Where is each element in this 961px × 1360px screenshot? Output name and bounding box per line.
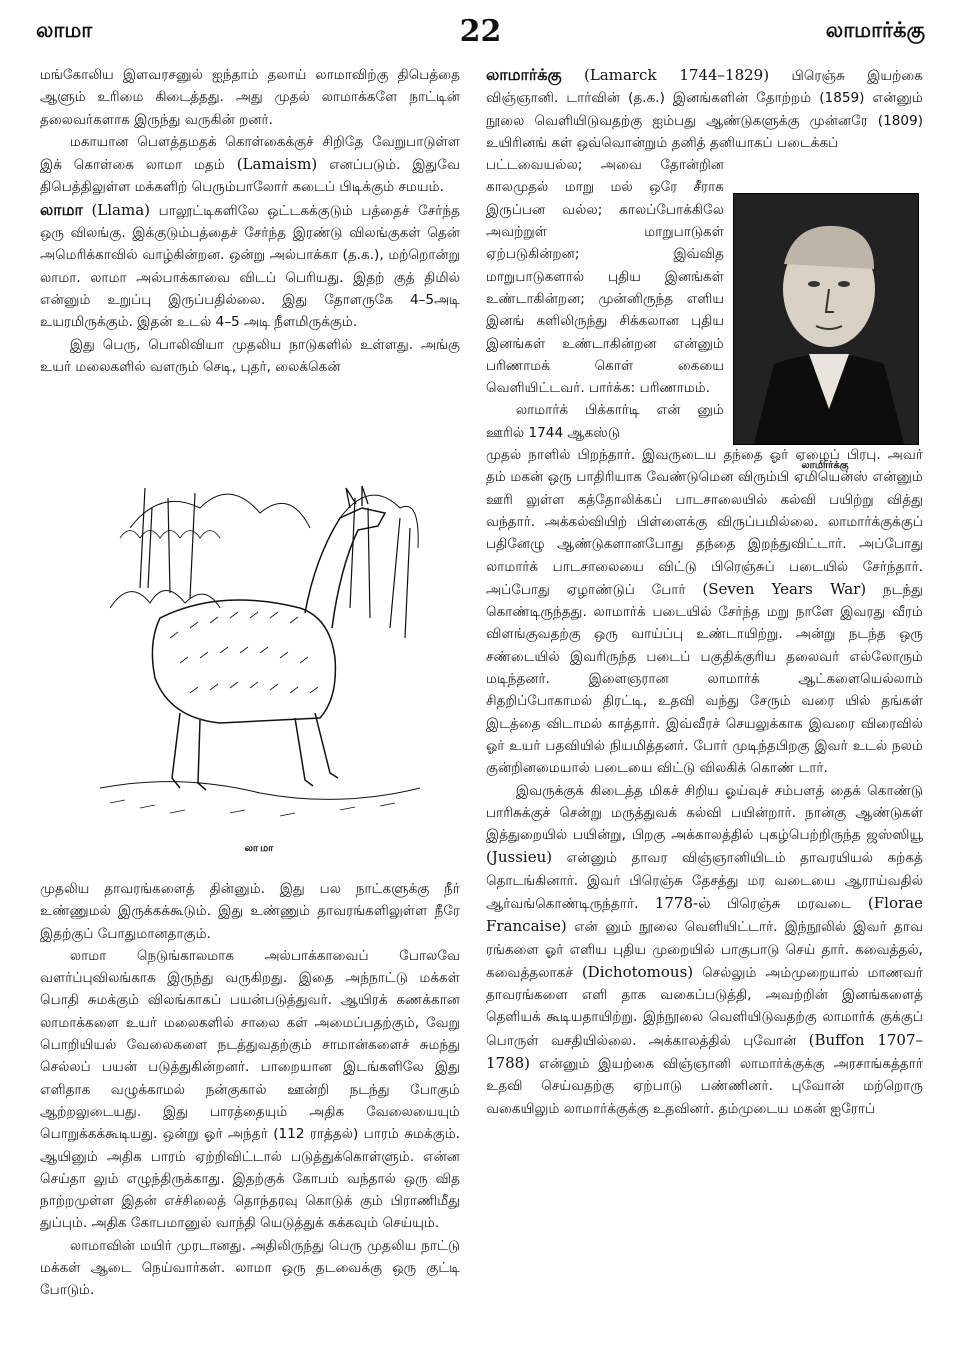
- paragraph: முதலிய தாவரங்களைத் தின்னும். இது பல நாட்களுக்கு நீர் உண்ணுமல் இருக்கக்கூடும். இது உண்ணும் தாவரங்களிலுள்ள நீரே இதற்குப் போதுமானதாகும்.: [40, 881, 460, 942]
- latin-term: (Llama): [91, 200, 151, 219]
- left-column-lower: [40, 878, 460, 1302]
- lamarck-portrait: [733, 193, 919, 445]
- left-column-upper: [40, 64, 460, 378]
- entry-lamarck: [486, 64, 923, 154]
- paragraph: மங்கோலிய இளவரசனுல் ஐந்தாம் தலாய் லாமாவிற்கு திபெத்தை ஆளும் உரிமை கிடைத்தது. அது முதல் லாமாக்களே நாட்டின் தலைவர்களாக இருந்து வருகின் றனர்.: [40, 67, 460, 128]
- latin-term: (Jussieu): [486, 848, 553, 867]
- paragraph: [486, 444, 923, 779]
- paragraph: லாமாவின் மயிர் முரடானது. அதிலிருந்து பெரு முதலிய நாட்டு மக்கள் ஆடை நெய்வார்கள். லாமா ஒரு தடவைக்கு ஒரு குட்டி போடும்.: [40, 1237, 460, 1299]
- latin-term: (Lamarck 1744–1829): [583, 66, 770, 84]
- latin-term: (Florae Francaise): [486, 893, 923, 936]
- running-head-right: லாமார்க்கு: [825, 18, 925, 42]
- text-run: பிரெஞ்சு இயற்கை விஞ்ஞானி. டார்வின் (த.க.) இனங்களின் தோற்றம் (1859) என்னும் நூலை வெளியிடுவதற்கு ஐம்பது ஆண்டுகளுக்கு முன்னரே (1809) உயிரினங் கள் ஒவ்வொன்றும் தனித் தனியாகப் படைக்கப்: [486, 68, 923, 151]
- figure-caption-lamarck: லாமார்க்கு: [801, 460, 849, 471]
- latin-term: (Lamaism): [236, 155, 318, 174]
- text-run: பிரெஞ்சு மரவடை: [726, 895, 852, 912]
- entry-llama: [40, 199, 460, 334]
- text-run: பாலூட்டிகளிலே ஒட்டகக்குடும் பத்தைச் சேர்ந்த ஒரு விலங்கு. இக்குடும்பத்தைச் சேர்ந்த இரண்டு விலங்குகள் தென் அமெரிக்காவில் வாழ்கின்றன. ஒன்று அல்பாக்கா (த.க.), மற்றொன்று லாமா. லாமா அல்பாக்காவை விடப் பெரியது. இதற் குத் திமில் என்னும் உறுப்பு இருப்பதில்லை. இது தோளருகே 4–5அடி உயரமிருக்கும். இதன் உடல் 4–5 அடி நீளமிருக்கும்.: [40, 202, 460, 331]
- paragraph: [40, 131, 460, 199]
- text-run: என்னும் தாவர விஞ்ஞானியிடம் தாவரயியல் கற்கத் தொடங்கினார். இவர் பிரெஞ்சு தேசத்து மர வடையை ஆராய்வதில் ஆர்வங்கொண்டிருந்தார்.: [486, 850, 923, 912]
- latin-term: (Seven Years War): [702, 579, 867, 598]
- entry-headword: லாமா: [40, 199, 83, 219]
- text-run: நடந்து கொண்டிருந்தது. லாமார்க் படையில் சேர்ந்த மறு நாளே இவரது வீரம் விளங்குவதற்கு ஒரு வாய்ப்பு உண்டாயிற்று. அன்று நடந்த ஒரு சண்டையில் இவரிருந்த படைப் பகுதிக்குரிய தலைவர் எல்லோரும் மடிந்தனர். இளைஞரான லாமார்க் ஆட்களையெல்லாம் சிதறிப்போகாமல் திரட்டி, உதவி வந்து சேரும் வரை யில் தங்கள் இடத்தை விடாமல் காத்தார். இவ்வீரச் செயலுக்காக இவரை விரைவில் ஓர் உயர் பதவியில் நியமித்தனர். போர் முடிந்தபிறகு இவர் உடல் நலம் குன்றினமையால் படையை விட்டு விலகிக் கொண் டார்.: [486, 581, 924, 777]
- running-head: [36, 14, 925, 50]
- latin-term: (Buffon 1707–1788): [486, 1030, 923, 1073]
- text-run: மகாயான பௌத்தமதக் கொள்கைக்குச் சிறிதே வேறுபாடுள்ள இக் கொள்கை லாமா மதம்: [40, 133, 460, 174]
- figure-caption-llama: லாமா: [244, 843, 276, 854]
- text-run: முதல் நாளில் பிறந்தார். இவருடைய தந்தை ஓர் ஏழைப் பிரபு. அவர் தம் மகன் ஒரு பாதிரியாக வேண்டுமென விரும்பி ஏமியென்ஸ் என்னும் ஊரி லுள்ள கத்தோலிக்கப் பாடசாலையில் கல்வி பயிற்று வித்து வந்தார். அக்கல்வியிற் பிள்ளைக்கு விருப்பமில்லை. லாமார்க்குக்குப் பதினேழு ஆண்டுகளானபோது தந்தை இறந்துவிட்டார். அப்போது லாமார்க் பாடசாலையை விட்டு பிரெஞ்சுப் படையில் சேர்ந்தார். அப்போது ஏழாண்டுப் போர்: [486, 447, 923, 598]
- year: 1778-ல்: [654, 893, 711, 912]
- llama-illustration: [100, 468, 420, 838]
- text-run: என் னும் நூலை வெளியிட்டார். இந்நூலில் இவர் தாவ ரங்களை ஓர் எளிய புதிய முறையில் பாகுபாடு செய் தார். கவைத்தல், கவைத்தலாகச்: [486, 919, 923, 981]
- entry-headword: லாமார்க்கு: [486, 65, 562, 84]
- text-run: என்னும் இயற்கை விஞ்ஞானி லாமார்க்குக்கு அரசாங்கத்தார் உதவி செய்வதற்கு ஏற்பாடு பண்ணினர். புவோன் மற்றொரு வகையிலும் லாமார்க்குக்கு உதவினர். தம்முடைய மகன் ஐரோப்: [486, 1056, 923, 1117]
- paragraph: இது பெரு, பொலிவியா முதலிய நாடுகளில் உள்ளது. அங்கு உயர் மலைகளில் வளரும் செடி, புதர், லைக்கென்: [40, 336, 460, 375]
- page-number: 22: [459, 14, 502, 49]
- paragraph: லாமா நெடுங்காலமாக அல்பாக்காவைப் போலவே வளர்ப்புவிலங்காக இருந்து வருகிறது. இதை அந்நாட்டு மக்கள் பொதி சுமக்கும் விலங்காகப் பயன்படுத்துவர். ஆயிரக் கணக்கான லாமாக்களை உயர் மலைகளில் சாலை கள் அமைப்பதற்கும், வேறு பொறியியல் வேலைகளை நடத்துவதற்கும் சாமான்களைச் சுமந்து செல்லப் பயன் படுத்துகின்றனர். பாறையான இடங்களிலே இது எளிதாக வழுக்காமல் நன்குகால் ஊன்றி நடந்து போகும் ஆற்றலுடையது. இது பாரத்தையும் அதிக வேலையையும் பொறுக்கக்கூடியது. ஒன்று ஓர் அந்தர் (112 ராத்தல்) பாரம் சுமக்கும். ஆயினும் அதிக பாரம் ஏற்றிவிட்டால் படுத்துக்கொள்ளும். என்ன செய்தா லும் எழுந்திருக்காது. இதற்குக் கோபம் வந்தால் ஒரு வித நாற்றமுள்ள இதன் எச்சிலைத் தொந்தரவு கொடுக் கும் பிராணிமீது துப்பும். அதிக கோபமானுல் வாந்தி யெடுத்துக் கக்கவும் செய்யும்.: [40, 947, 460, 1232]
- text-run: இவருக்குக் கிடைத்த மிகச் சிறிய ஓய்வுச் சம்பளத் தைக் கொண்டு பாரிசுக்குச் சென்று மருத்துவக் கல்வி பயின்றார். நான்கு ஆண்டுகள் இத்துறையில் பயின்று, பிறகு அக்காலத்தில் புகழ்பெற்றிருந்த ஜஸ்ஸியூ: [486, 782, 923, 844]
- latin-term: (Dichotomous): [581, 962, 694, 981]
- paragraph: [486, 780, 923, 1120]
- paragraph-narrow: பட்டவையல்ல; அவை தோன்றின காலமுதல் மாறு மல் ஒரே சீராக இருப்பன வல்ல; காலப்போக்கிலே அவற்றுள் மாறுபாடுகள் ஏற்படுகின்றன; இவ்வித மாறுபாடுகளால் புதிய இனங்கள் உண்டாகின்றன; முன்னிருந்த எளிய இனங் களிலிருந்து சிக்கலான புதிய இனங்கள் உண்டாகின்றன என்னும் பரிணாமக் கொள் கையை வெளியிட்டவர். பார்க்க: பரிணாமம்.: [486, 157, 724, 397]
- paragraph-narrow: லாமார்க் பிக்கார்டி என் னும் ஊரில் 1744 ஆகஸ்டு: [486, 402, 724, 441]
- running-head-left: லாமா: [36, 18, 93, 42]
- text-run: செல்லும் அம்முறையால் மாணவர் தாவரங்களை எளி தாக வகைப்படுத்தி, அவற்றின் இனங்களைத் தெளியக் கூடியதாயிற்று. இந்நூலை வெளியிடுவதற்கு லாமார்க் குக்குப் பொருள் வசதியில்லை. அக்காலத்தில் புவோன்: [486, 964, 923, 1049]
- text-run: எனப்படும். இதுவே திபெத்திலுள்ள மக்களிற் பெரும்பாலோர் கடைப் பிடிக்கும் சமயம்.: [40, 157, 460, 196]
